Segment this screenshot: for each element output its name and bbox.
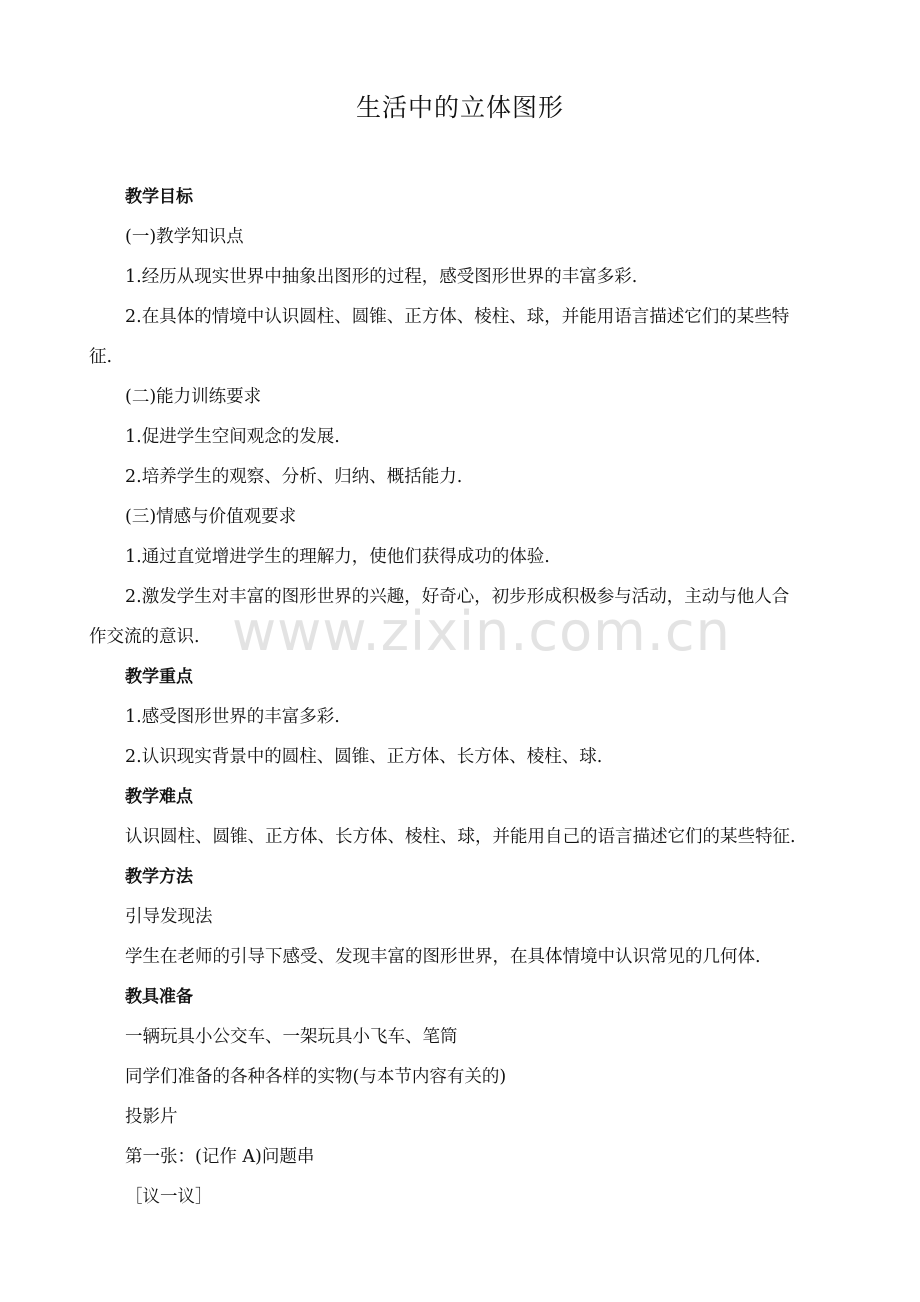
paragraph-method-text: 学生在老师的引导下感受、发现丰富的图形世界，在具体情境中认识常见的几何体. — [125, 947, 761, 967]
paragraph-method-name: 引导发现法 — [125, 907, 213, 927]
watermark: www.zixin.com.cn — [232, 600, 731, 663]
paragraph-ability-1: 1.促进学生空间观念的发展. — [125, 427, 340, 447]
paragraph-knowledge-1: 1.经历从现实世界中抽象出图形的过程，感受图形世界的丰富多彩. — [125, 267, 638, 287]
paragraph-emotion-2-cont: 作交流的意识. — [89, 627, 200, 647]
document-title: 生活中的立体图形 — [355, 93, 564, 122]
paragraph-difficulty: 认识圆柱、圆锥、正方体、长方体、棱柱、球，并能用自己的语言描述它们的某些特征. — [125, 827, 796, 847]
paragraph-key-2: 2.认识现实背景中的圆柱、圆锥、正方体、长方体、棱柱、球. — [125, 747, 603, 767]
paragraph-knowledge-2: 2.在具体的情境中认识圆柱、圆锥、正方体、棱柱、球，并能用语言描述它们的某些特 — [125, 307, 790, 327]
heading-difficulty: 教学难点 — [125, 787, 193, 807]
paragraph-ability-2: 2.培养学生的观察、分析、归纳、概括能力. — [125, 467, 463, 487]
paragraph-discuss: ［议一议］ — [125, 1187, 213, 1207]
paragraph-tools-3: 投影片 — [125, 1107, 178, 1127]
paragraph-tools-4: 第一张：(记作 A)问题串 — [125, 1147, 315, 1167]
paragraph-key-1: 1.感受图形世界的丰富多彩. — [125, 707, 340, 727]
heading-key-points: 教学重点 — [125, 667, 193, 687]
heading-objectives: 教学目标 — [125, 187, 193, 207]
paragraph-knowledge-2-cont: 征. — [89, 347, 113, 367]
subheading-knowledge: (一)教学知识点 — [125, 227, 244, 247]
heading-tools: 教具准备 — [125, 987, 193, 1007]
subheading-ability: (二)能力训练要求 — [125, 387, 262, 407]
heading-method: 教学方法 — [125, 867, 193, 887]
paragraph-tools-1: 一辆玩具小公交车、一架玩具小飞车、笔筒 — [125, 1027, 458, 1047]
paragraph-emotion-1: 1.通过直觉增进学生的理解力，使他们获得成功的体验. — [125, 547, 550, 567]
subheading-emotion: (三)情感与价值观要求 — [125, 507, 297, 527]
paragraph-tools-2: 同学们准备的各种各样的实物(与本节内容有关的) — [125, 1067, 507, 1087]
paragraph-emotion-2: 2.激发学生对丰富的图形世界的兴趣，好奇心，初步形成积极参与活动，主动与他人合 — [125, 587, 790, 607]
